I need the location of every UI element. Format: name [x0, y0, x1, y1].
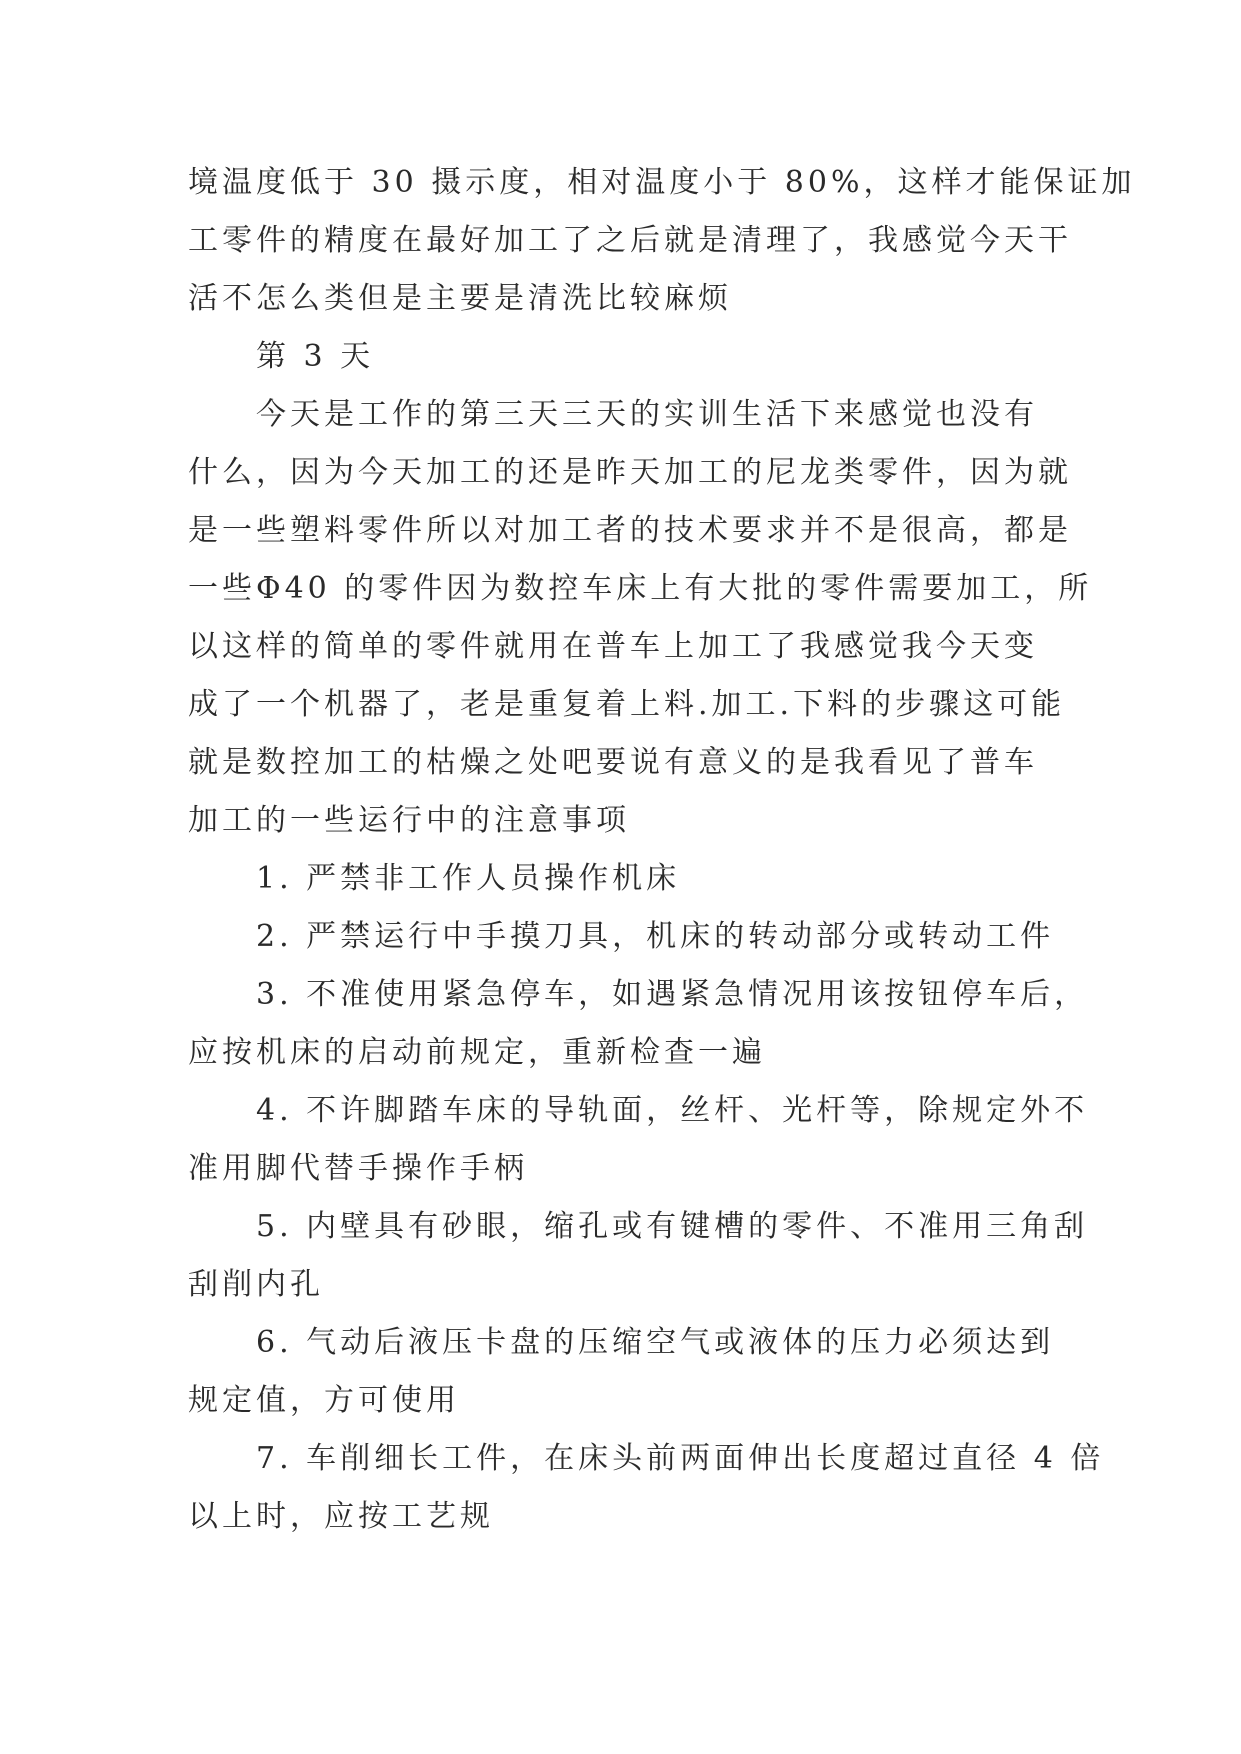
text-line: 一些Φ40 的零件因为数控车床上有大批的零件需要加工，所 — [188, 571, 1093, 606]
text-line: 工零件的精度在最好加工了之后就是清理了，我感觉今天干 — [188, 223, 1072, 258]
list-item-7-continued: 以上时，应按工艺规 — [188, 1499, 494, 1534]
text-line: 境温度低于 30 摄示度，相对温度小于 80%，这样才能保证加 — [188, 165, 1136, 200]
section-heading-day-3: 第 3 天 — [256, 339, 375, 374]
list-item-2: 2. 严禁运行中手摸刀具，机床的转动部分或转动工件 — [256, 919, 1055, 954]
text-line: 今天是工作的第三天三天的实训生活下来感觉也没有 — [256, 397, 1038, 432]
list-item-5-continued: 刮削内孔 — [188, 1267, 324, 1302]
list-item-5: 5. 内壁具有砂眼，缩孔或有键槽的零件、不准用三角刮 — [256, 1209, 1089, 1244]
text-line: 是一些塑料零件所以对加工者的技术要求并不是很高，都是 — [188, 513, 1072, 548]
list-item-6-continued: 规定值，方可使用 — [188, 1383, 460, 1418]
text-line: 活不怎么类但是主要是清洗比较麻烦 — [188, 281, 732, 316]
list-item-6: 6. 气动后液压卡盘的压缩空气或液体的压力必须达到 — [256, 1325, 1055, 1360]
list-item-3: 3. 不准使用紧急停车，如遇紧急情况用该按钮停车后， — [256, 977, 1089, 1012]
list-item-7: 7. 车削细长工件，在床头前两面伸出长度超过直径 4 倍 — [256, 1441, 1105, 1476]
text-line: 就是数控加工的枯燥之处吧要说有意义的是我看见了普车 — [188, 745, 1038, 780]
list-item-3-continued: 应按机床的启动前规定，重新检查一遍 — [188, 1035, 766, 1070]
text-line: 成了一个机器了，老是重复着上料.加工.下料的步骤这可能 — [188, 687, 1066, 722]
body-text — [188, 154, 1136, 1546]
list-item-1: 1. 严禁非工作人员操作机床 — [256, 861, 681, 896]
text-line: 加工的一些运行中的注意事项 — [188, 803, 630, 838]
list-item-4: 4. 不许脚踏车床的导轨面，丝杆、光杆等，除规定外不 — [256, 1093, 1089, 1128]
text-line: 以这样的简单的零件就用在普车上加工了我感觉我今天变 — [188, 629, 1038, 664]
text-line: 什么，因为今天加工的还是昨天加工的尼龙类零件，因为就 — [188, 455, 1072, 490]
list-item-4-continued: 准用脚代替手操作手柄 — [188, 1151, 528, 1186]
